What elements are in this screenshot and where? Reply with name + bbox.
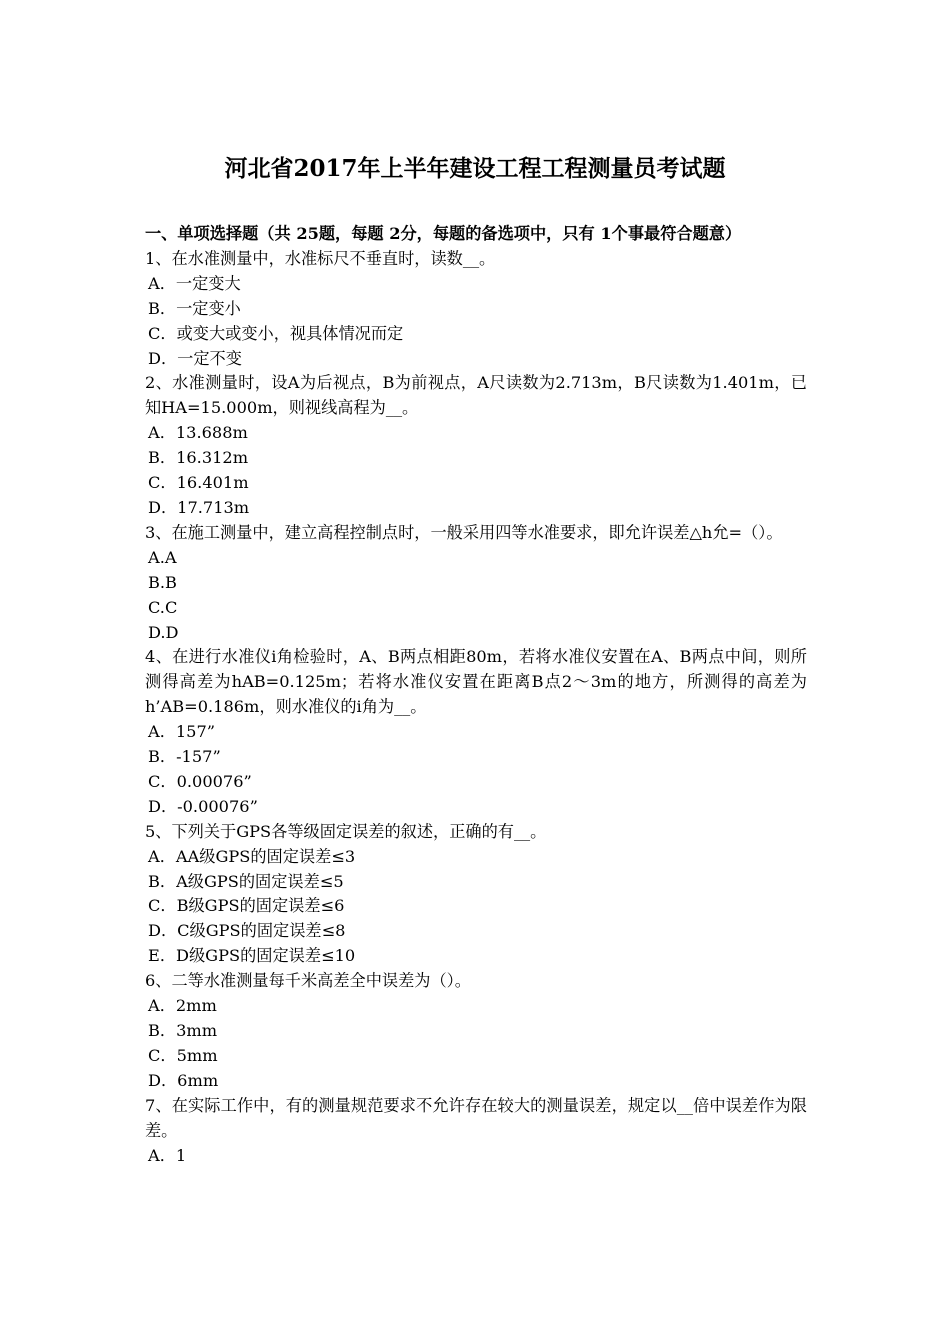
- option-a: A．13.688m: [148, 423, 248, 443]
- option-b: B．16.312m: [148, 448, 249, 468]
- option-a: A．157”: [148, 722, 216, 742]
- question-stem: 6、二等水准测量每千米高差全中误差为（）。: [145, 971, 471, 991]
- option-d: D．C级GPS的固定误差≤8: [148, 921, 346, 941]
- option-d: D．6mm: [148, 1070, 219, 1090]
- option-c: C．0.00076”: [148, 771, 252, 791]
- option-d: D.D: [148, 622, 179, 642]
- option-a: A．2mm: [148, 996, 217, 1016]
- question-stem: 7、在实际工作中，有的测量规范要求不允许存在较大的测量误差，规定以__倍中误差作为限差。: [145, 1095, 807, 1140]
- option-b: B．-157”: [148, 747, 221, 767]
- question-6: [145, 969, 807, 1094]
- option-c: C．16.401m: [148, 473, 249, 493]
- option-d: D．-0.00076”: [148, 796, 258, 816]
- option-a: A．AA级GPS的固定误差≤3: [148, 846, 356, 866]
- option-e: E．D级GPS的固定误差≤10: [148, 946, 356, 966]
- option-d: D．一定不变: [148, 348, 242, 368]
- question-3: [145, 521, 807, 646]
- option-a: A．一定变大: [148, 273, 241, 293]
- question-stem: 5、下列关于GPS各等级固定误差的叙述，正确的有__。: [145, 821, 547, 841]
- option-c: C．B级GPS的固定误差≤6: [148, 896, 345, 916]
- option-b: B．A级GPS的固定误差≤5: [148, 871, 344, 891]
- option-a: A.A: [148, 547, 177, 567]
- question-stem: 1、在水准测量中，水准标尺不垂直时，读数__。: [145, 248, 496, 268]
- question-7: [145, 1094, 807, 1169]
- document-title: 河北省2017年上半年建设工程工程测量员考试题: [224, 155, 726, 182]
- option-c: C．或变大或变小，视具体情况而定: [148, 323, 404, 343]
- option-c: C.C: [148, 597, 178, 617]
- option-b: B．3mm: [148, 1021, 218, 1040]
- option-b: B．一定变小: [148, 298, 241, 318]
- section-heading: 一、单项选择题（共 25题，每题 2分，每题的备选项中，只有 1个事最符合题意）: [145, 224, 742, 243]
- document-body: [145, 222, 807, 1168]
- question-stem: 2、水准测量时，设A为后视点，B为前视点，A尺读数为2.713m，B尺读数为1.401m，已知HA=15.000m，则视线高程为__。: [145, 373, 807, 418]
- question-stem: 3、在施工测量中，建立高程控制点时，一般采用四等水准要求，即允许误差△h允=（）。: [145, 522, 783, 542]
- option-b: B.B: [148, 572, 177, 592]
- question-2: [145, 371, 807, 520]
- question-1: [145, 247, 807, 372]
- option-d: D．17.713m: [148, 497, 250, 517]
- question-stem: 4、在进行水准仪i角检验时，A、B两点相距80m，若将水准仪安置在A、B两点中间，则所测得高差为hAB=0.125m；若将水准仪安置在距离B点2～3m的地方，所测得的高差为h’AB=0.186m，则水准仪的i角为__。: [145, 647, 807, 717]
- option-c: C．5mm: [148, 1045, 218, 1065]
- question-5: [145, 820, 807, 969]
- question-4: [145, 645, 807, 819]
- option-a: A．1: [148, 1145, 187, 1165]
